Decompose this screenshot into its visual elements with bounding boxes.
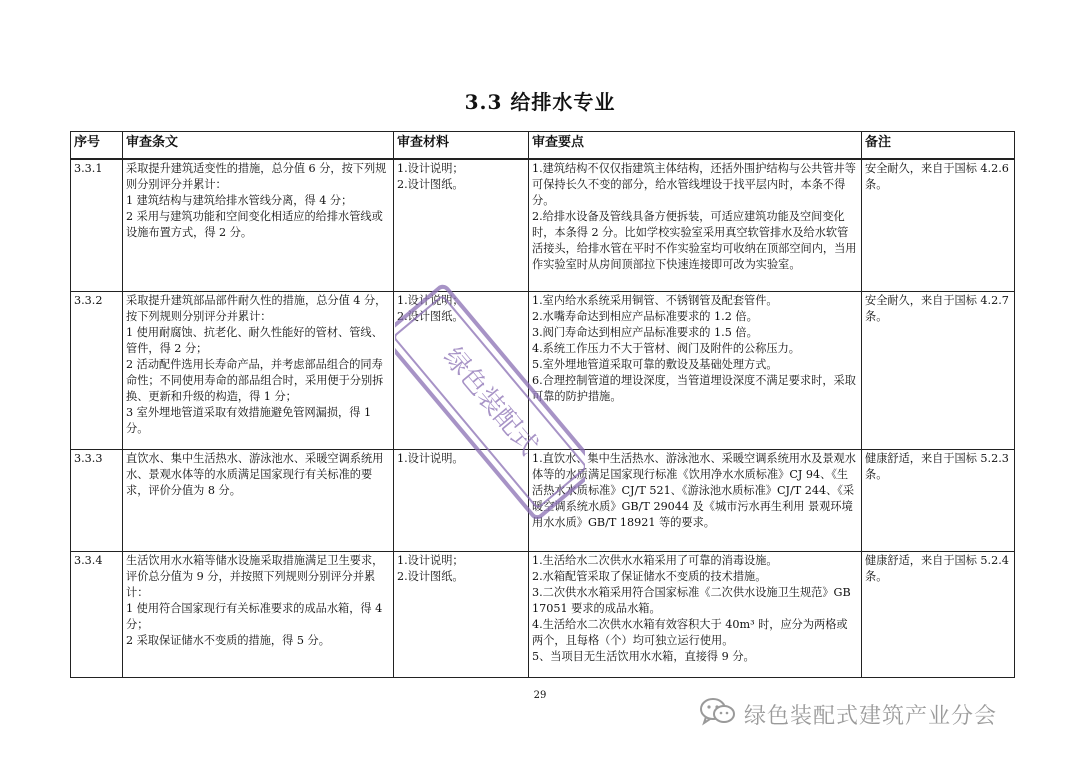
point-line: 2.给排水设备及管线具备方便拆装，可适应建筑功能及空间变化时，本条得 2 分。比如学校实验室采用真空软管排水及给水软管活接头，给排水管在平时不作实验室均可收纳在顶部空间内，当用作实验室时从房间顶部拉下快速连接即可改为实验室。 bbox=[532, 210, 857, 271]
row-points bbox=[529, 159, 862, 291]
clause-line: 1 建筑结构与建筑给排水管线分离，得 4 分； bbox=[126, 194, 353, 207]
header-clause: 审查条文 bbox=[123, 132, 394, 160]
stamp-text: 绿色装配式 bbox=[437, 342, 544, 462]
row-materials bbox=[394, 449, 529, 551]
material-line: 2.设计图纸。 bbox=[397, 309, 464, 323]
point-line: 1.建筑结构不仅仅指建筑主体结构，还括外围护结构与公共管井等可保持长久不变的部分，给水管线埋设于找平层内时，本条不得分。 bbox=[532, 162, 856, 207]
clause-line: 2 活动配件选用长寿命产品，并考虑部品组合的同寿命性；不同使用寿命的部品组合时，采用便于分别拆换、更新和升级的构造，得 1 分； bbox=[126, 357, 384, 403]
row-clause bbox=[123, 159, 394, 291]
table-row bbox=[71, 551, 1015, 677]
table-row bbox=[71, 449, 1015, 551]
row-clause bbox=[123, 449, 394, 551]
clause-line: 采取提升建筑适变性的措施，总分值 6 分，按下列规则分别评分并累计： bbox=[126, 162, 387, 191]
clause-line: 采取提升建筑部品部件耐久性的措施，总分值 4 分，按下列规则分别评分并累计： bbox=[126, 293, 387, 323]
point-line: 4.生活给水二次供水水箱有效容积大于 40m³ 时，应分为两格或两个，且每格（个）均可独立运行使用。 bbox=[532, 617, 848, 647]
row-no: 3.3.1 bbox=[71, 159, 123, 291]
material-line: 1.设计说明； bbox=[397, 293, 464, 307]
material-line: 1.设计说明； bbox=[397, 162, 464, 175]
wechat-icon bbox=[700, 698, 736, 730]
point-line: 2.水箱配管采取了保证储水不变质的技术措施。 bbox=[532, 569, 767, 583]
point-line: 5、当项目无生活饮用水水箱，直接得 9 分。 bbox=[532, 649, 755, 663]
row-no: 3.3.4 bbox=[71, 551, 123, 677]
clause-line: 生活饮用水水箱等储水设施采取措施满足卫生要求，评价总分值为 9 分，并按照下列规则分别评分并累计： bbox=[126, 553, 384, 599]
row-points bbox=[529, 551, 862, 677]
material-line: 1.设计说明。 bbox=[397, 451, 464, 465]
point-line: 1.室内给水系统采用铜管、不锈钢管及配套管件。 bbox=[532, 293, 778, 307]
point-line: 3.二次供水水箱采用符合国家标准《二次供水设施卫生规范》GB 17051 要求的成品水箱。 bbox=[532, 585, 851, 615]
account-name: 绿色装配式建筑产业分会 bbox=[744, 703, 998, 729]
row-remark: 安全耐久，来自于国标 4.2.7 条。 bbox=[862, 291, 1015, 449]
point-line: 1.生活给水二次供水水箱采用了可靠的消毒设施。 bbox=[532, 553, 778, 567]
header-points: 审查要点 bbox=[529, 132, 862, 160]
point-line: 1.直饮水、集中生活热水、游泳池水、采暖空调系统用水及景观水体等的水质满足国家现行标准《饮用净水水质标准》CJ 94、《生活热水水质标准》CJ/T 521、《游泳池水质标准》CJ/T 244、《采暖空调系统水质》GB/T 29044 及《城市污水再生利用 景观环境用水水质》GB/T 18921 等的要求。 bbox=[532, 451, 856, 529]
point-line: 6.合理控制管道的埋设深度，当管道埋设深度不满足要求时，采取可靠的防护措施。 bbox=[532, 373, 856, 403]
row-materials bbox=[394, 291, 529, 449]
row-remark: 安全耐久，来自于国标 4.2.6 条。 bbox=[862, 159, 1015, 291]
review-table bbox=[70, 131, 1015, 678]
material-line: 1.设计说明； bbox=[397, 553, 464, 567]
row-materials bbox=[394, 551, 529, 677]
wechat-watermark bbox=[700, 698, 997, 730]
clause-line: 2 采用与建筑功能和空间变化相适应的给排水管线或设施布置方式，得 2 分。 bbox=[126, 210, 383, 239]
row-clause bbox=[123, 291, 394, 449]
point-line: 4.系统工作压力不大于管材、阀门及附件的公称压力。 bbox=[532, 341, 800, 355]
material-line: 2.设计图纸。 bbox=[397, 178, 464, 191]
page-number: 29 bbox=[533, 690, 547, 701]
table-header-row bbox=[71, 132, 1015, 160]
table-row bbox=[71, 291, 1015, 449]
point-line: 2.水嘴寿命达到相应产品标准要求的 1.2 倍。 bbox=[532, 309, 758, 323]
row-remark: 健康舒适，来自于国标 5.2.3 条。 bbox=[862, 449, 1015, 551]
clause-line: 3 室外埋地管道采取有效措施避免管网漏损，得 1 分。 bbox=[126, 405, 372, 435]
material-line: 2.设计图纸。 bbox=[397, 569, 464, 583]
row-points bbox=[529, 449, 862, 551]
row-no: 3.3.2 bbox=[71, 291, 123, 449]
clause-line: 1 使用符合国家现行有关标准要求的成品水箱，得 4 分； bbox=[126, 601, 383, 631]
header-materials: 审查材料 bbox=[394, 132, 529, 160]
clause-line: 1 使用耐腐蚀、抗老化、耐久性能好的管材、管线、管件，得 2 分； bbox=[126, 325, 383, 355]
header-remark: 备注 bbox=[862, 132, 1015, 160]
row-remark: 健康舒适，来自于国标 5.2.4 条。 bbox=[862, 551, 1015, 677]
row-no: 3.3.3 bbox=[71, 449, 123, 551]
table-row bbox=[71, 159, 1015, 291]
row-materials bbox=[394, 159, 529, 291]
clause-line: 2 采取保证储水不变质的措施，得 5 分。 bbox=[126, 633, 330, 647]
clause-line: 直饮水、集中生活热水、游泳池水、采暖空调系统用水、景观水体等的水质满足国家现行有关标准的要求，评价分值为 8 分。 bbox=[126, 451, 384, 497]
row-clause bbox=[123, 551, 394, 677]
point-line: 3.阀门寿命达到相应产品标准要求的 1.5 倍。 bbox=[532, 325, 758, 339]
row-points bbox=[529, 291, 862, 449]
point-line: 5.室外埋地管道采取可靠的敷设及基础处理方式。 bbox=[532, 357, 778, 371]
header-no: 序号 bbox=[71, 132, 123, 160]
section-title: 3.3 给排水专业 bbox=[464, 90, 616, 114]
